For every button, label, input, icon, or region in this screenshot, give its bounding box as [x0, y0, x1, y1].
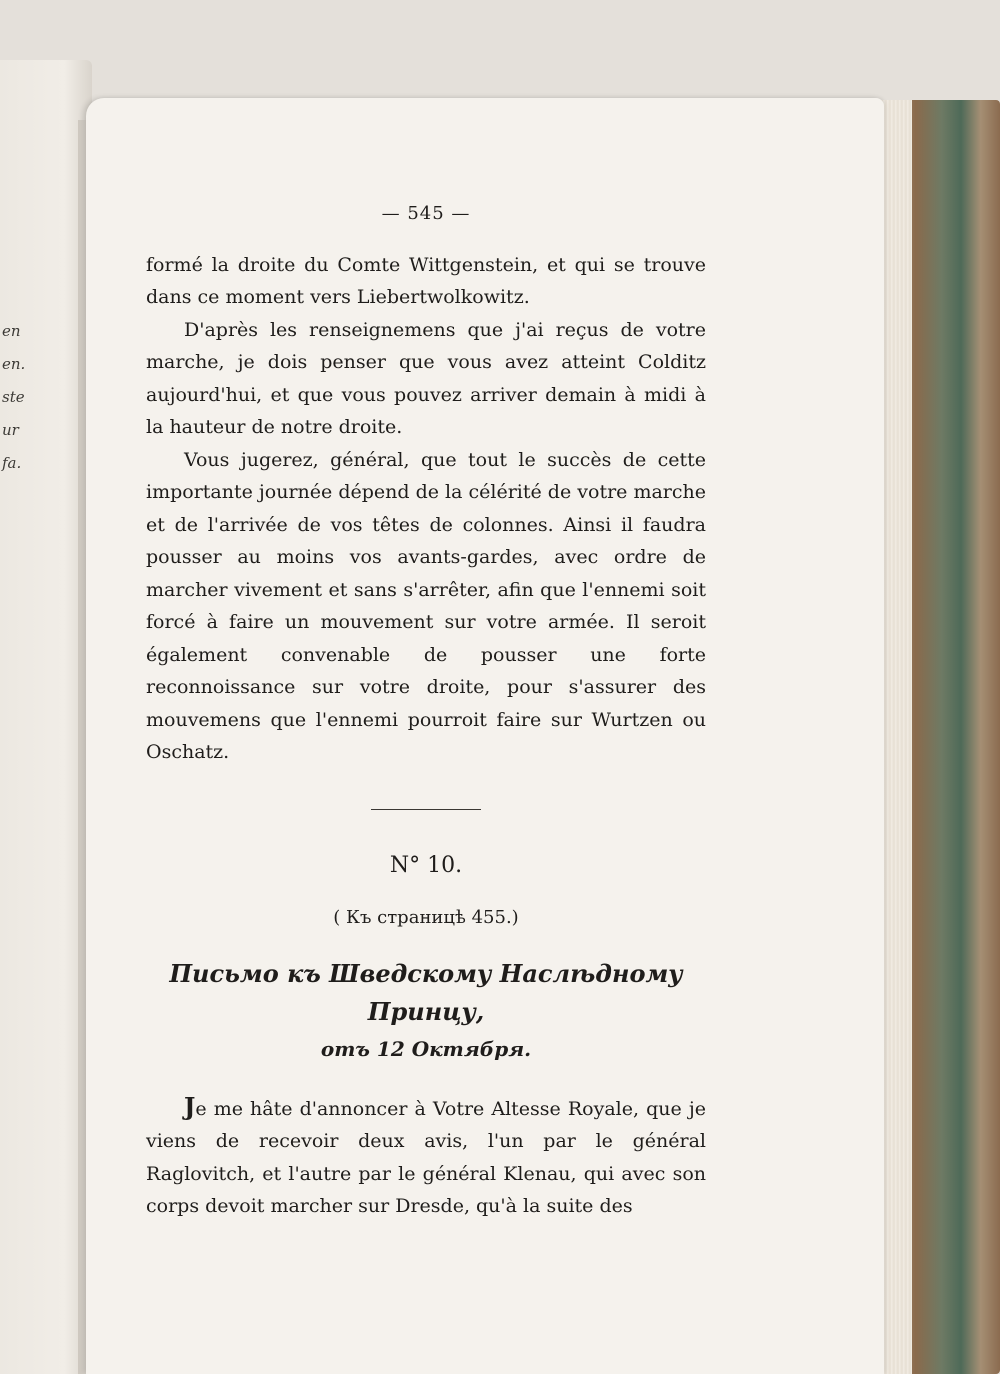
page-reference: ( Къ страницѣ 455.) [333, 907, 519, 928]
letter-body-text: e me hâte d'annoncer à Votre Altesse Royale, que je viens de recevoir deux avis, l'un par le général Raglovitch, et l'autre par le général Klenau, qui avec son corps devoit marcher sur Dresde, qu'à la suite des [146, 1097, 706, 1217]
page-content [146, 198, 706, 1223]
left-page-margin-text [2, 315, 42, 480]
letter-body [146, 1091, 706, 1223]
right-page [86, 98, 884, 1374]
letter-dropcap: J [184, 1091, 196, 1121]
document-number: N° 10. [389, 852, 463, 878]
margin-fragment: ste [2, 388, 25, 406]
paragraph: formé la droite du Comte Wittgenstein, et qui se trouve dans ce moment vers Liebertwolkowitz. [146, 253, 706, 308]
section-divider [371, 809, 481, 810]
margin-fragment: fa. [2, 454, 22, 472]
margin-fragment: ur [2, 421, 19, 439]
paragraph: D'après les renseignemens que j'ai reçus de votre marche, je dois penser que vous avez atteint Colditz aujourd'hui, et que vous pouvez arriver demain à midi à la hauteur de notre droite. [146, 318, 706, 438]
paragraph: Vous jugerez, général, que tout le succès de cette importante journée dépend de la célérité de votre marche et de l'arrivée de vos têtes de colonnes. Ainsi il faudra pousser au moins vos avants-gardes, avec ordre de marcher vivement et sans s'arrêter, afin que l'ennemi soit forcé à faire un mouvement sur votre armée. Il seroit également convenable de pousser une forte reconnoissance sur votre droite, pour s'assurer des mouvemens que l'ennemi pourroit faire sur Wurtzen ou Oschatz. [146, 448, 706, 763]
letter-date: отъ 12 Октября. [320, 1036, 532, 1061]
letter-title: Письмо къ Шведскому Наслѣдному Принцу, [169, 958, 683, 1026]
page-number: — 545 — [381, 203, 471, 224]
margin-fragment: en. [2, 355, 26, 373]
margin-fragment: en [2, 322, 21, 340]
